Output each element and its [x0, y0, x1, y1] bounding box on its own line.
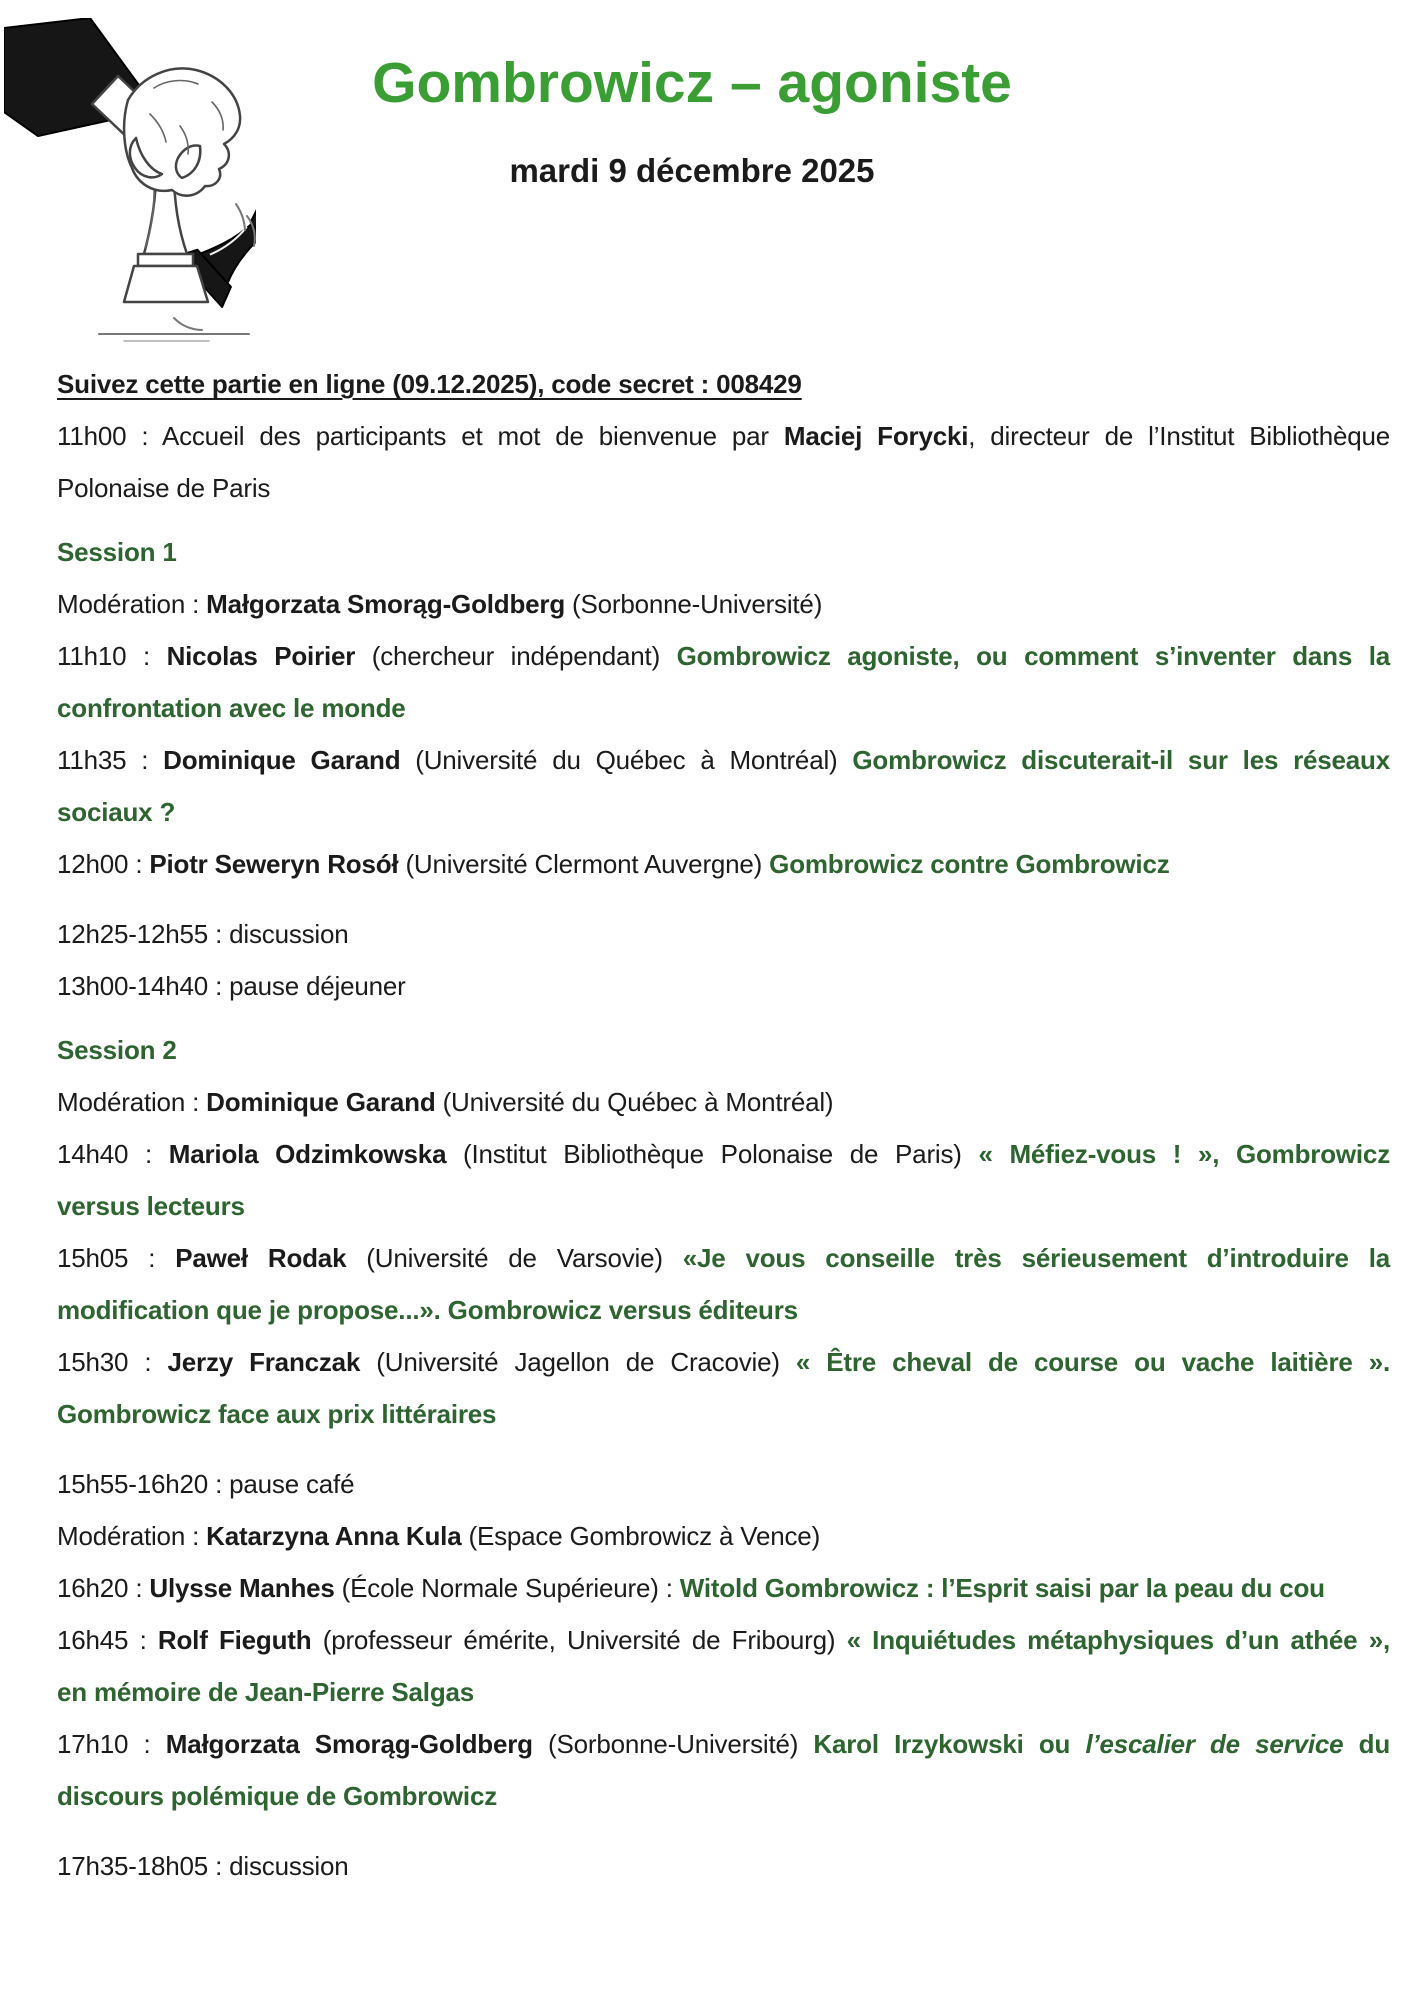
text-line — [57, 1458, 1390, 1510]
text-segment: 12h00 : — [57, 849, 150, 879]
text-segment: 11h10 : — [57, 641, 167, 671]
text-segment: 14h40 : — [57, 1139, 169, 1169]
page-title: Gombrowicz – agoniste — [372, 51, 1012, 115]
text-segment: Nicolas Poirier — [166, 641, 356, 671]
moderation-session-1 — [57, 578, 1390, 630]
text-segment: (École Normale Supérieure) : — [334, 1573, 680, 1603]
text-segment: (Université Clermont Auvergne) — [398, 849, 770, 879]
text-segment: Dominique Garand — [163, 745, 401, 775]
text-line — [57, 1510, 1390, 1562]
entry-15h05 — [57, 1232, 1390, 1336]
text-line — [57, 1336, 1390, 1388]
text-line — [57, 1840, 1390, 1892]
entry-16h20 — [57, 1562, 1390, 1614]
text-segment: 12h25-12h55 : discussion — [57, 919, 349, 949]
text-segment: Dominique Garand — [206, 1087, 436, 1117]
text-line — [57, 682, 1390, 734]
entry-11h10 — [57, 630, 1390, 734]
text-segment: Modération : — [57, 1521, 207, 1551]
text-line — [57, 908, 1390, 960]
text-segment: 15h55-16h20 : pause café — [57, 1469, 355, 1499]
text-segment: (Université Jagellon de Cracovie) — [360, 1347, 796, 1377]
entry-11h00 — [57, 410, 1390, 514]
text-segment: confrontation avec le monde — [57, 693, 406, 723]
text-segment: Witold Gombrowicz : l’Esprit saisi par la peau du cou — [679, 1573, 1325, 1603]
entry-12h00 — [57, 838, 1390, 890]
program-body — [0, 358, 1415, 1892]
text-segment: « Être cheval de course ou vache laitière ». — [795, 1347, 1390, 1377]
text-line — [57, 526, 1390, 578]
text-line — [57, 1076, 1390, 1128]
session-1-heading — [57, 526, 1390, 578]
text-segment: Paweł Rodak — [175, 1243, 347, 1273]
text-segment: 11h35 : — [57, 745, 164, 775]
text-segment: 15h05 : — [57, 1243, 176, 1273]
hand — [124, 68, 240, 195]
text-segment: (Université du Québec à Montréal) — [400, 745, 853, 775]
chess-hand-knocking-over-king-icon — [4, 18, 256, 348]
text-segment: (chercheur indépendant) — [355, 641, 677, 671]
text-line — [57, 734, 1390, 786]
text-segment: (Sorbonne-Université) — [532, 1729, 814, 1759]
entry-14h40 — [57, 1128, 1390, 1232]
text-segment: (Sorbonne-Université) — [565, 589, 823, 619]
document-header — [0, 0, 1415, 358]
text-segment: Maciej Forycki — [783, 421, 969, 451]
text-line — [57, 1666, 1390, 1718]
break-coffee — [57, 1458, 1390, 1510]
text-segment: Katarzyna Anna Kula — [206, 1521, 462, 1551]
session-2-heading — [57, 1024, 1390, 1076]
text-line — [57, 578, 1390, 630]
text-segment: sociaux ? — [57, 797, 176, 827]
text-segment: Jerzy Franczak — [167, 1347, 361, 1377]
text-segment: Session 1 — [57, 537, 177, 567]
text-segment: Rolf Fieguth — [157, 1625, 312, 1655]
text-segment: 16h20 : — [57, 1573, 150, 1603]
text-segment: (professeur émérite, Université de Fribourg) — [311, 1625, 847, 1655]
event-date: mardi 9 décembre 2025 — [509, 151, 875, 189]
break-discussion-1 — [57, 908, 1390, 960]
break-discussion-2 — [57, 1840, 1390, 1892]
moderation-session-3 — [57, 1510, 1390, 1562]
text-segment: Polonaise de Paris — [57, 473, 271, 503]
text-segment: « Méfiez-vous ! », Gombrowicz — [978, 1139, 1390, 1169]
follow-game-link[interactable]: Suivez cette partie en ligne (09.12.2025), code secret : 008429 — [57, 369, 802, 399]
text-line — [57, 1128, 1390, 1180]
text-segment: modification que je propose...». Gombrowicz versus éditeurs — [57, 1295, 798, 1325]
text-segment: l’escalier de service — [1085, 1729, 1344, 1759]
text-line — [57, 410, 1390, 462]
text-segment: « Inquiétudes métaphysiques d’un athée », — [846, 1625, 1390, 1655]
text-segment: 17h35-18h05 : discussion — [57, 1851, 349, 1881]
text-segment: versus lecteurs — [57, 1191, 245, 1221]
text-segment: Modération : — [57, 589, 207, 619]
text-segment: Małgorzata Smorąg-Goldberg — [165, 1729, 533, 1759]
text-segment: Gombrowicz discuterait-il sur les réseaux — [852, 745, 1390, 775]
text-line — [57, 1024, 1390, 1076]
break-lunch — [57, 960, 1390, 1012]
text-segment: (Université de Varsovie) — [346, 1243, 683, 1273]
text-segment: Gombrowicz agoniste, ou comment s’inventer dans la — [676, 641, 1390, 671]
entry-15h30 — [57, 1336, 1390, 1440]
text-line — [57, 838, 1390, 890]
text-segment: Ulysse Manhes — [149, 1573, 335, 1603]
text-line — [57, 1388, 1390, 1440]
text-segment: (Espace Gombrowicz à Vence) — [461, 1521, 821, 1551]
text-segment: Piotr Seweryn Rosół — [149, 849, 399, 879]
text-line — [57, 462, 1390, 514]
text-segment: «Je vous conseille très sérieusement d’introduire la — [682, 1243, 1391, 1273]
text-line — [57, 1770, 1390, 1822]
text-segment: 16h45 : — [57, 1625, 158, 1655]
text-segment: discours polémique de Gombrowicz — [57, 1781, 498, 1811]
text-segment: Gombrowicz contre Gombrowicz — [769, 849, 1170, 879]
moderation-session-2 — [57, 1076, 1390, 1128]
text-segment: 17h10 : — [57, 1729, 166, 1759]
text-segment: en mémoire de Jean-Pierre Salgas — [57, 1677, 475, 1707]
text-segment: Mariola Odzimkowska — [168, 1139, 447, 1169]
text-segment: (Institut Bibliothèque Polonaise de Paris) — [446, 1139, 979, 1169]
text-line — [57, 1614, 1390, 1666]
program-paragraphs — [57, 410, 1390, 1892]
text-segment: du — [1343, 1729, 1390, 1759]
text-segment: , directeur de l’Institut Bibliothèque — [968, 421, 1390, 451]
text-segment: 11h00 : Accueil des participants et mot de bienvenue par — [57, 421, 784, 451]
text-line — [57, 1718, 1390, 1770]
entry-16h45 — [57, 1614, 1390, 1718]
entry-11h35 — [57, 734, 1390, 838]
entry-17h10 — [57, 1718, 1390, 1822]
text-segment: (Université du Québec à Montréal) — [435, 1087, 834, 1117]
text-segment: 13h00-14h40 : pause déjeuner — [57, 971, 406, 1001]
text-segment: Karol Irzykowski ou — [813, 1729, 1086, 1759]
text-line — [57, 960, 1390, 1012]
text-line — [57, 630, 1390, 682]
text-line — [57, 1562, 1390, 1614]
text-line — [57, 1232, 1390, 1284]
text-line — [57, 1284, 1390, 1336]
text-segment: Modération : — [57, 1087, 207, 1117]
text-line — [57, 786, 1390, 838]
text-segment: Session 2 — [57, 1035, 177, 1065]
text-segment: Małgorzata Smorąg-Goldberg — [206, 589, 565, 619]
text-segment: Gombrowicz face aux prix littéraires — [57, 1399, 497, 1429]
text-segment: 15h30 : — [57, 1347, 168, 1377]
text-line — [57, 1180, 1390, 1232]
